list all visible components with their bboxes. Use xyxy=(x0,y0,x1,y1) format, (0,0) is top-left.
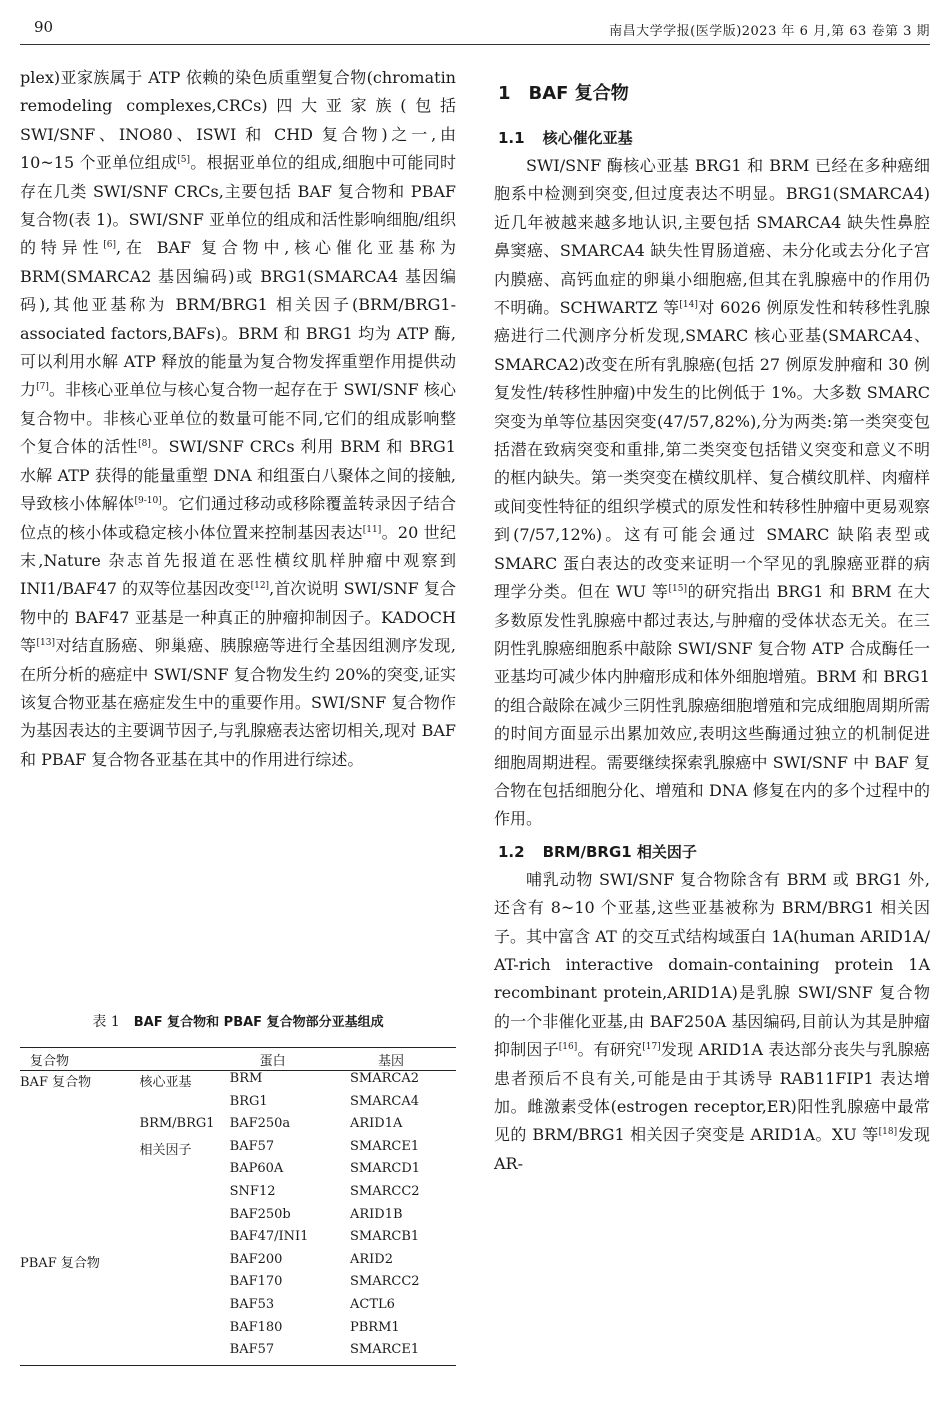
citation-ref[interactable]: [9-10] xyxy=(134,496,162,507)
table-cell: BRM xyxy=(229,1071,263,1086)
table-header-cell: 基因 xyxy=(348,1048,456,1071)
table-cell xyxy=(20,1207,130,1230)
table-row xyxy=(20,1139,456,1162)
table-cell: BAF180 xyxy=(229,1319,283,1335)
table-cell: PBAF 复合物 xyxy=(20,1255,100,1271)
table-cell xyxy=(20,1320,130,1343)
table-cell: BAF53 xyxy=(229,1296,275,1312)
table-cell xyxy=(130,1320,228,1343)
journal-citation: 南昌大学学报(医学版)2023 年 6 月,第 63 卷第 3 期 xyxy=(609,24,930,39)
table-cell: SMARCE1 xyxy=(350,1138,420,1154)
table-row xyxy=(20,1184,456,1207)
table-header-cell: 复合物 xyxy=(20,1048,130,1071)
table-row xyxy=(20,1297,456,1320)
table-cell: SMARCC2 xyxy=(350,1274,420,1290)
table-cell xyxy=(130,1342,228,1365)
page-number: 90 xyxy=(34,18,54,36)
table-row xyxy=(20,1094,456,1117)
table-cell: 核心亚基 xyxy=(139,1075,192,1090)
citation-ref[interactable]: [7] xyxy=(36,382,49,393)
table-cell xyxy=(130,1252,228,1275)
subunit-table xyxy=(20,1047,456,1366)
table-cell: BAF200 xyxy=(229,1251,283,1267)
table-cell: SMARCB1 xyxy=(350,1229,420,1245)
table-cell: SMARCC2 xyxy=(350,1183,420,1199)
associated-factors-paragraph: 哺乳动物 SWI/SNF 复合物除含有 BRM 或 BRG1 外,还含有 8~10 个亚基,这些亚基被称为 BRM/BRG1 相关因子。其中富含 AT 的交互式结构域蛋白 1A(human ARID1A/ AT-rich interactive domain-containing protein 1A recombinant protein,ARID1A)是乳腺 SWI/SNF 复合物的一个非催化亚基,由 BAF250A 基因编码,目前认为其是肿瘤抑制因子[16]。有研究[17]发现 ARID1A 表达部分丧失与乳腺癌患者预后不良有关,可能是由于其诱导 RAB11FIP1 表达增加。雌激素受体(estrogen receptor,ER)阳性乳腺癌中最常见的 BRM/BRG1 相关因子突变是 ARID1A。XU 等[18]发现 AR- xyxy=(494,869,930,1173)
table-row xyxy=(20,1274,456,1297)
table-cell: BAP60A xyxy=(229,1161,284,1177)
table-row xyxy=(20,1116,456,1139)
table-cell: BRM/BRG1 xyxy=(139,1116,215,1132)
table-title: BAF 复合物和 PBAF 复合物部分亚基组成 xyxy=(133,1015,384,1030)
table-cell xyxy=(20,1116,130,1139)
table-cell: SMARCA2 xyxy=(350,1071,419,1086)
right-column xyxy=(494,64,930,1178)
table-cell: SMARCA4 xyxy=(350,1093,419,1109)
table-cell: BAF57 xyxy=(228,1342,348,1365)
table-cell: BAF170 xyxy=(229,1274,283,1290)
table-number: 表 1 xyxy=(92,1014,120,1030)
table-cell xyxy=(20,1342,130,1365)
table-header-cell xyxy=(130,1048,228,1071)
table-header-row xyxy=(20,1048,456,1071)
citation-ref[interactable]: [5] xyxy=(177,155,190,166)
subsection-heading: 1.2 BRM/BRG1 相关因子 xyxy=(498,842,697,861)
citation-ref[interactable]: [8] xyxy=(138,439,151,450)
table-cell xyxy=(130,1161,228,1184)
intro-paragraph: plex)亚家族属于 ATP 依赖的染色质重塑复合物(chromatin remodeling complexes,CRCs)四大亚家族(包括 SWI/SNF、INO80、ISWI 和 CHD 复合物)之一,由 10~15 个亚单位组成[5]。根据亚单位的组成,细胞中可能同时存在几类 SWI/SNF CRCs,主要包括 BAF 复合物和 PBAF 复合物(表 1)。SWI/SNF 亚单位的组成和活性影响细胞/组织的特异性[6],在 BAF 复合物中,核心催化亚基称为 BRM(SMARCA2 基因编码)或 BRG1(SMARCA4 基因编码),其他亚基称为 BRM/BRG1 相关因子(BRM/BRG1-associated factors,BAFs)。BRM 和 BRG1 均为 ATP 酶,可以利用水解 ATP 释放的能量为复合物发挥重塑作用提供动力[7]。非核心亚单位与核心复合物一起存在于 SWI/SNF 核心复合物中。非核心亚单位的数量可能不同,它们的组成影响整个复合体的活性[8]。SWI/SNF CRCs 利用 BRM 和 BRG1 水解 ATP 获得的能量重塑 DNA 和组蛋白八聚体之间的接触,导致核小体解体[9-10]。它们通过移动或移除覆盖转录因子结合位点的核小体或稳定核小体位置来控制基因表达[11]。20 世纪末,Nature 杂志首先报道在恶性横纹肌样肿瘤中观察到 INI1/BAF47 的双等位基因改变[12],首次说明 SWI/SNF 复合物中的 BAF47 亚基是一种真正的肿瘤抑制因子。KADOCH 等[13]对结直肠癌、卵巢癌、胰腺癌等进行全基因组测序发现,在所分析的癌症中 SWI/SNF 复合物发生约 20%的突变,证实该复合物亚基在癌症发生中的重要作用。SWI/SNF 复合物作为基因表达的主要调节因子,与乳腺癌表达密切相关,现对 BAF 和 PBAF 复合物各亚基在其中的作用进行综述。 xyxy=(20,68,457,769)
table-cell xyxy=(20,1184,130,1207)
table-cell xyxy=(130,1184,228,1207)
table-cell: ARID1A xyxy=(350,1116,403,1132)
table-cell xyxy=(20,1161,130,1184)
table-cell: BAF57 xyxy=(229,1138,275,1154)
table-cell: BAF250a xyxy=(229,1116,291,1132)
table-cell xyxy=(20,1297,130,1320)
table-header-cell: 蛋白 xyxy=(228,1048,348,1071)
table-cell xyxy=(20,1094,130,1117)
table-cell: BRG1 xyxy=(229,1093,268,1109)
table-row xyxy=(20,1071,456,1094)
table-cell xyxy=(130,1297,228,1320)
table-cell: SNF12 xyxy=(229,1183,276,1199)
citation-ref[interactable]: [16] xyxy=(558,1042,578,1053)
citation-ref[interactable]: [6] xyxy=(103,240,117,251)
table-cell: SMARCE1 xyxy=(348,1342,456,1365)
core-subunit-paragraph: SWI/SNF 酶核心亚基 BRG1 和 BRM 已经在多种癌细胞系中检测到突变,但过度表达不明显。BRG1(SMARCA4)近几年被越来越多地认识,主要包括 SMARCA4 缺失性鼻腔鼻窦癌、SMARCA4 缺失性胃肠道癌、未分化或去分化子宫内膜癌、高钙血症的卵巢小细胞癌,但其在乳腺癌中的作用仍不明确。SCHWARTZ 等[14]对 6026 例原发性和转移性乳腺癌进行二代测序分析发现,SMARC 核心亚基(SMARCA4、SMARCA2)改变在所有乳腺癌(包括 27 例原发肿瘤和 30 例复发性/转移性肿瘤)中发生的比例低于 1%。大多数 SMARC 突变为单等位基因突变(47/57,82%),分为两类:第一类突变包括潜在致病突变和重排,第二类突变包括错义突变和意义不明的框内缺失。第一类突变在横纹肌样、复合横纹肌样、肉瘤样或间变性特征的组织学模式的原发性和转移性肿瘤中更易观察到(7/57,12%)。这有可能会通过 SMARC 缺陷表型或 SMARC 蛋白表达的改变来证明一个罕见的乳腺癌亚群的病理学分类。但在 WU 等[15]的研究指出 BRG1 和 BRM 在大多数原发性乳腺癌中都过表达,与肿瘤的受体状态无关。在三阴性乳腺癌细胞系中敲除 SWI/SNF 复合物 ATP 合成酶任一亚基均可减少体内肿瘤形成和体外细胞增殖。BRM 和 BRG1 的组合敲除在减少三阴性乳腺癌细胞增殖和完成细胞周期所需的时间方面显示出累加效应,表明这些酶通过独立的机制促进细胞周期进程。需要继续探索乳腺癌中 SWI/SNF 中 BAF 复合物在包括细胞分化、增殖和 DNA 修复在内的多个过程中的作用。 xyxy=(494,156,930,829)
table-cell xyxy=(130,1094,228,1117)
table-cell xyxy=(130,1207,228,1230)
table-row xyxy=(20,1320,456,1343)
table-cell: PBRM1 xyxy=(350,1319,400,1335)
table-cell: ACTL6 xyxy=(350,1296,395,1312)
citation-ref[interactable]: [11] xyxy=(362,524,382,535)
citation-ref[interactable]: [13] xyxy=(36,638,55,649)
table-row xyxy=(20,1342,456,1365)
page-header xyxy=(20,14,930,45)
citation-ref[interactable]: [12] xyxy=(250,581,270,592)
table-cell xyxy=(20,1229,130,1252)
table-caption xyxy=(20,1011,456,1031)
table-row xyxy=(20,1207,456,1230)
table-cell: BAF47/INI1 xyxy=(229,1229,309,1245)
table-row xyxy=(20,1161,456,1184)
table-row xyxy=(20,1252,456,1275)
table-cell xyxy=(130,1229,228,1252)
citation-ref[interactable]: [14] xyxy=(679,300,698,311)
table-cell: ARID1B xyxy=(350,1206,403,1222)
table-row xyxy=(20,1229,456,1252)
table-cell: BAF250b xyxy=(229,1206,291,1222)
subsection-heading: 1.1 核心催化亚基 xyxy=(498,129,633,147)
table-cell: 相关因子 xyxy=(139,1142,192,1158)
left-column xyxy=(20,64,456,774)
citation-ref[interactable]: [18] xyxy=(878,1127,898,1138)
section-heading: 1 BAF 复合物 xyxy=(498,83,629,104)
citation-ref[interactable]: [17] xyxy=(642,1042,661,1053)
table-cell: SMARCD1 xyxy=(350,1161,421,1177)
table-cell: ARID2 xyxy=(350,1251,394,1267)
table-cell xyxy=(130,1274,228,1297)
table-cell: BAF 复合物 xyxy=(20,1075,92,1090)
citation-ref[interactable]: [15] xyxy=(668,584,687,595)
table-cell xyxy=(20,1139,130,1162)
table-cell xyxy=(20,1274,130,1297)
